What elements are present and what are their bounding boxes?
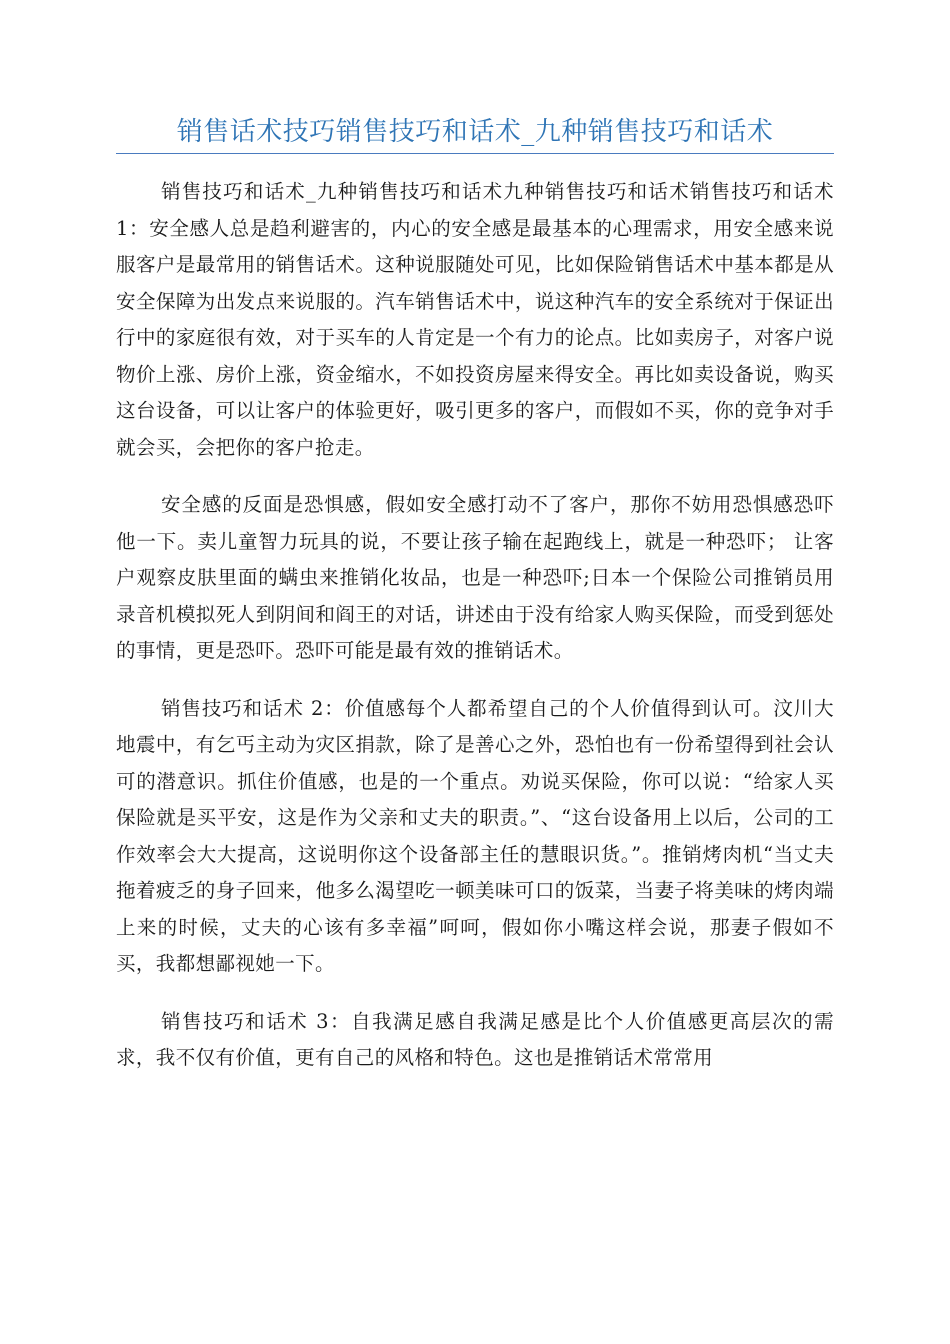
- paragraph-4: 销售技巧和话术 3：自我满足感自我满足感是比个人价值感更高层次的需求，我不仅有价值，更有自己的风格和特色。这也是推销话术常常用: [116, 1009, 834, 1069]
- title-underline: [116, 153, 834, 154]
- paragraph-2: 安全感的反面是恐惧感，假如安全感打动不了客户，那你不妨用恐惧感恐吓他一下。卖儿童智力玩具的说，不要让孩子输在起跑线上，就是一种恐吓； 让客户观察皮肤里面的螨虫来推销化妆品，也是一种恐吓;日本一个保险公司推销员用录音机模拟死人到阴间和阎王的对话，讲述由于没有给家人购买保险，而受到惩处的事情，更是恐吓。恐吓可能是最有效的推销话术。: [116, 493, 834, 662]
- paragraph-3: 销售技巧和话术 2：价值感每个人都希望自己的个人价值得到认可。汶川大地震中，有乞丐主动为灾区捐款，除了是善心之外，恐怕也有一份希望得到社会认可的潜意识。抓住价值感，也是的一个重点。劝说买保险，你可以说：“给家人买保险就是买平安，这是作为父亲和丈夫的职责。”、“这台设备用上以后，公司的工作效率会大大提高，这说明你这个设备部主任的慧眼识货。”。推销烤肉机“当丈夫拖着疲乏的身子回来，他多么渴望吃一顿美味可口的饭菜，当妻子将美味的烤肉端上来的时候，丈夫的心该有多幸福”呵呵，假如你小嘴这样会说，那妻子假如不买，我都想鄙视她一下。: [116, 696, 834, 975]
- paragraph-1: 销售技巧和话术_九种销售技巧和话术九种销售技巧和话术销售技巧和话术 1：安全感人总是趋利避害的，内心的安全感是最基本的心理需求，用安全感来说服客户是最常用的销售话术。这种说服随处可见，比如保险销售话术中基本都是从安全保障为出发点来说服的。汽车销售话术中，说这种汽车的安全系统对于保证出行中的家庭很有效，对于买车的人肯定是一个有力的论点。比如卖房子，对客户说物价上涨、房价上涨，资金缩水，不如投资房屋来得安全。再比如卖设备说，购买这台设备，可以让客户的体验更好，吸引更多的客户，而假如不买，你的竞争对手就会买，会把你的客户抢走。: [116, 180, 834, 459]
- document-title: 销售话术技巧销售技巧和话术_九种销售技巧和话术: [176, 117, 774, 147]
- document-body: [116, 174, 834, 1098]
